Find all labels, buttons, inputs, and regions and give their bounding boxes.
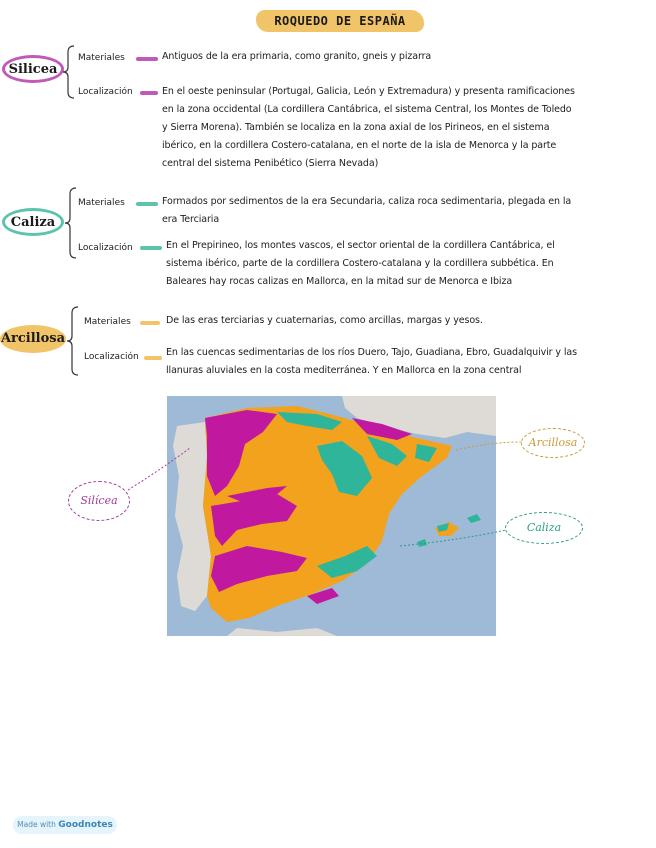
arcillosa-materiales-label: Materiales (84, 317, 131, 327)
map-label-arcillosa: Arcillosa (521, 428, 585, 458)
text-line: y Sierra Morena). También se localiza en la zona axial de los Pirineos, en el sistema (162, 122, 550, 133)
text-line: En el Prepirineo, los montes vascos, el sector oriental de la cordillera Cantábrica, el (166, 240, 555, 251)
badge-prefix: Made with (17, 820, 56, 829)
text-line: era Terciaria (162, 214, 220, 225)
text-line: en la zona occidental (La cordillera Cantábrica, el sistema Central, los Montes de Toledo (162, 104, 572, 115)
caliza-localizacion-label: Localización (78, 243, 133, 253)
made-with-goodnotes-badge[interactable] (13, 816, 117, 834)
silicea-localizacion-label: Localización (78, 87, 133, 97)
silicea-materiales-text: Antiguos de la era primaria, como granito, gneis y pizarra (162, 51, 432, 62)
silicea-heading: Silicea (2, 55, 64, 83)
text-line: sistema ibérico, parte de la cordillera Costero-catalana y la cordillera subbética. En (166, 258, 554, 269)
page-title: ROQUEDO DE ESPAÑA (256, 10, 424, 32)
text-line: En las cuencas sedimentarias de los ríos Duero, Tajo, Guadiana, Ebro, Guadalquivir y las (166, 347, 577, 358)
badge-brand: Goodnotes (58, 820, 113, 830)
arcillosa-localizacion-label: Localización (84, 352, 139, 362)
silicea-materiales-label: Materiales (78, 53, 125, 63)
arcillosa-materiales-text: De las eras terciarias y cuaternarias, como arcillas, margas y yesos. (166, 315, 483, 326)
text-line: ibérico, en la cordillera Costero-catalana, en el norte de la isla de Menorca y la parte (162, 140, 557, 151)
text-line: llanuras aluviales en la costa mediterránea. Y en Mallorca en la zona central (166, 365, 522, 376)
text-line: central del sistema Penibético (Sierra Nevada) (162, 158, 379, 169)
arcillosa-heading: Arcillosa (0, 325, 66, 353)
caliza-materiales-label: Materiales (78, 198, 125, 208)
text-line: Formados por sedimentos de la era Secundaria, caliza roca sedimentaria, plegada en la (162, 196, 572, 207)
text-line: En el oeste peninsular (Portugal, Galicia, León y Extremadura) y presenta ramificaciones (162, 86, 575, 97)
text-line: Baleares hay rocas calizas en Mallorca, en la mitad sur de Menorca e Ibiza (166, 276, 513, 287)
caliza-heading: Caliza (2, 208, 64, 236)
map-label-silicea: Silícea (68, 481, 130, 521)
map-label-caliza: Caliza (505, 512, 583, 544)
